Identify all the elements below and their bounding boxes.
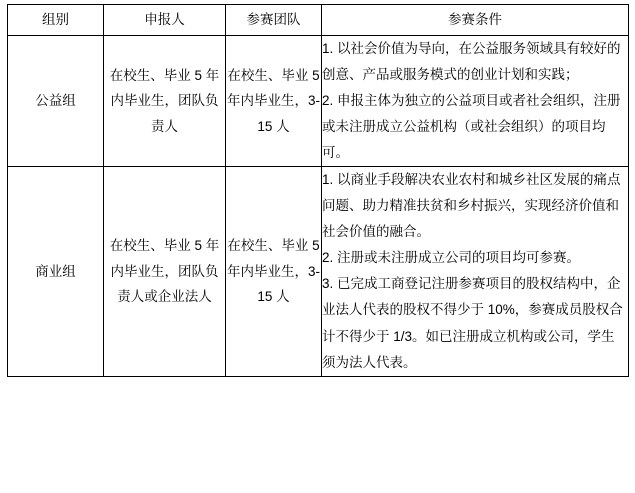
table-body	[8, 36, 629, 377]
condition-item: 3. 已完成工商登记注册参赛项目的股权结构中，企业法人代表的股权不得少于 10%，参赛成员股权合计不得少于 1/3。如已注册成立机构或公司，学生须为法人代表。	[322, 276, 623, 370]
cell-group-name: 商业组	[8, 167, 104, 376]
cell-conditions	[322, 167, 629, 376]
table-header	[8, 5, 629, 36]
column-header-team: 参赛团队	[226, 5, 322, 36]
cell-team: 在校生、毕业 5 年内毕业生，3-15 人	[226, 167, 322, 376]
condition-item: 1. 以社会价值为导向，在公益服务领域具有较好的创意、产品或服务模式的创业计划和实践；	[322, 41, 621, 83]
entry-requirements-table	[7, 4, 629, 377]
cell-applicant: 在校生、毕业 5 年内毕业生，团队负责人或企业法人	[104, 167, 226, 376]
condition-item: 1. 以商业手段解决农业农村和城乡社区发展的痛点问题、助力精准扶贫和乡村振兴，实现经济价值和社会价值的融合。	[322, 172, 621, 240]
condition-item: 2. 申报主体为独立的公益项目或者社会组织，注册或未注册成立公益机构（或社会组织）的项目均可。	[322, 93, 621, 161]
cell-team: 在校生、毕业 5 年内毕业生，3-15 人	[226, 36, 322, 167]
cell-applicant: 在校生、毕业 5 年内毕业生，团队负责人	[104, 36, 226, 167]
condition-item: 2. 注册或未注册成立公司的项目均可参赛。	[322, 250, 581, 266]
column-header-group: 组别	[8, 5, 104, 36]
table-row	[8, 36, 629, 167]
table-row	[8, 167, 629, 376]
table-header-row	[8, 5, 629, 36]
cell-group-name: 公益组	[8, 36, 104, 167]
cell-conditions	[322, 36, 629, 167]
document-page	[0, 4, 635, 493]
column-header-conditions: 参赛条件	[322, 5, 629, 36]
column-header-applicant: 申报人	[104, 5, 226, 36]
